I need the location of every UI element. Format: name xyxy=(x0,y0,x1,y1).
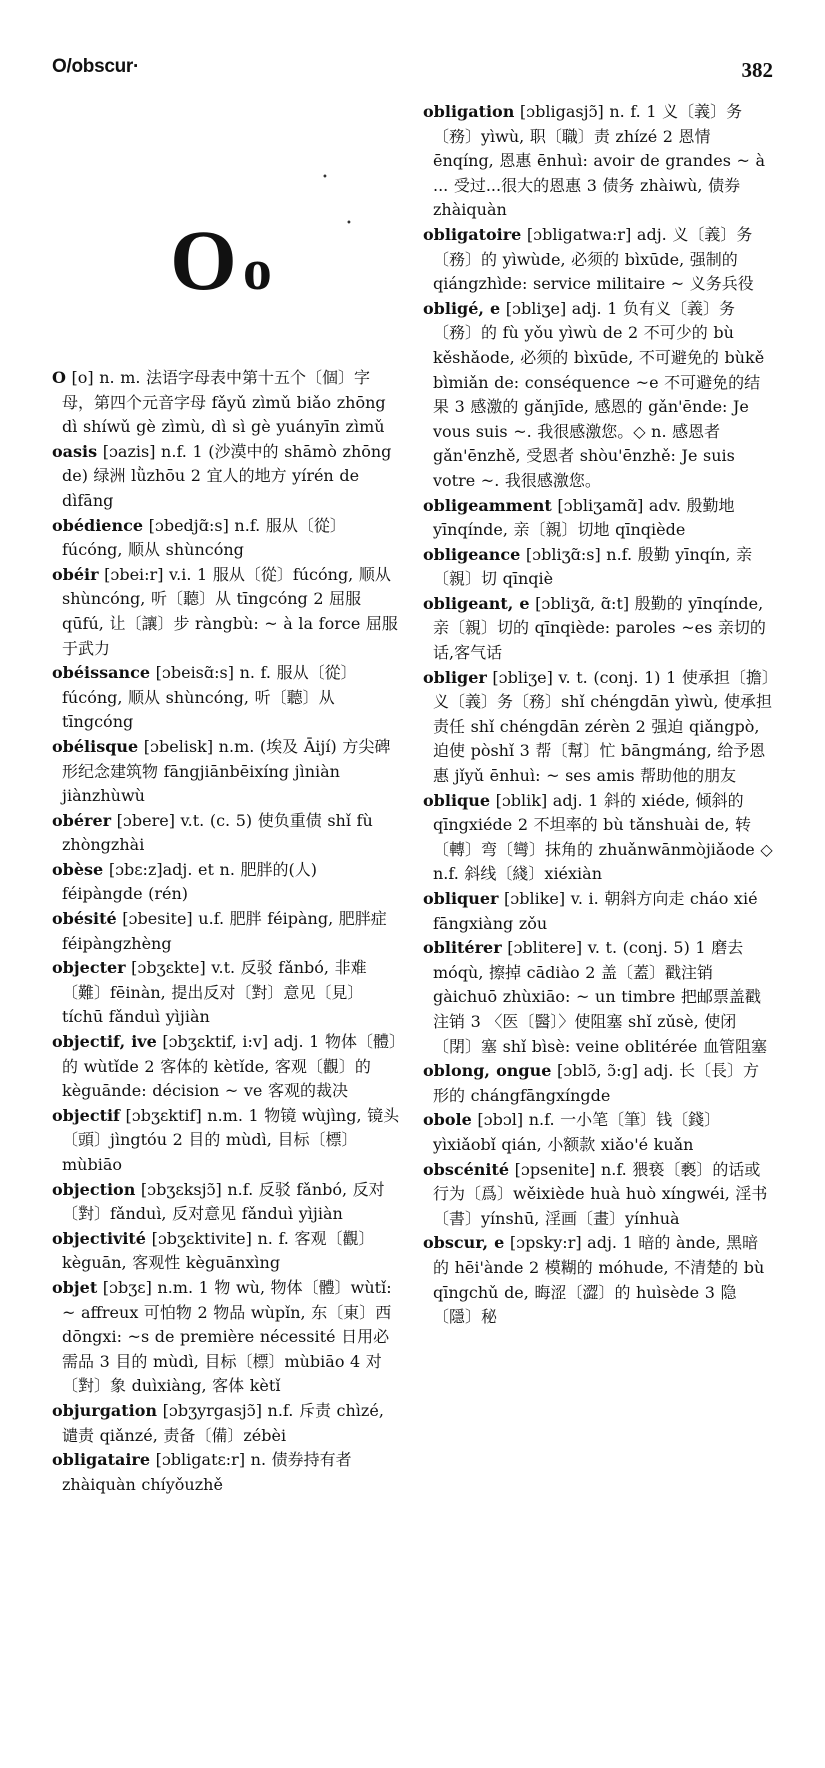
entry-definition: [ɔbelisk] n.m. (埃及 Āijí) 方尖碑形纪念建筑物 fāngjiānbēixíng jìniàn jiànzhùwù xyxy=(62,736,391,806)
entry-definition: [ɔbliʒɑ̃, ɑ̃:t] 殷勤的 yīnqínde, 亲〔親〕切的 qīnqiède: paroles ~es 亲切的话,客气话 xyxy=(433,593,766,663)
dictionary-entry xyxy=(423,789,773,887)
entry-headword: obligatoire xyxy=(423,224,522,244)
entry-definition: [ɔbligatwa:r] adj. 义〔義〕务〔務〕的 yìwùde, 必须的 bìxūde, 强制的 qiángzhìde: service militaire ~ 义务兵役 xyxy=(433,224,754,294)
dictionary-entry xyxy=(52,1448,402,1497)
print-speck: • xyxy=(346,218,352,229)
dictionary-entry xyxy=(52,1227,402,1276)
entry-definition: [ɔbʒɛktivite] n. f. 客观〔觀〕kèguān, 客观性 kèguānxìng xyxy=(62,1228,375,1273)
entry-definition: [ɔblɔ̃, ɔ̃:g] adj. 长〔長〕方形的 chángfāngxíngde xyxy=(433,1061,759,1105)
entry-definition: [ɔbesite] u.f. 肥胖 féipàng, 肥胖症 féipàngzhèng xyxy=(62,909,387,953)
entry-definition: [ɔbɔl] n.f. 一小笔〔筆〕钱〔錢〕yìxiǎobǐ qián, 小额款 xiǎo'é kuǎn xyxy=(433,1110,721,1154)
entry-definition: [ɔbʒyrgasjɔ̃] n.f. 斥责 chìzé, 谴责 qiǎnzé, 责备〔備〕zébèi xyxy=(62,1400,384,1445)
dictionary-entry xyxy=(423,1158,773,1232)
entry-definition: [ɔbɛ:z]adj. et n. 肥胖的(人) féipàngde (rén) xyxy=(62,859,317,904)
dictionary-entry xyxy=(423,592,773,666)
dictionary-entry xyxy=(423,1108,773,1157)
entry-headword: objectif xyxy=(52,1105,120,1125)
entry-headword: objet xyxy=(52,1277,98,1297)
entry-headword: objection xyxy=(52,1179,136,1199)
dictionary-entry xyxy=(52,956,402,1030)
entry-headword: obliger xyxy=(423,667,487,687)
entry-headword: objurgation xyxy=(52,1400,158,1420)
dictionary-entry xyxy=(423,666,773,789)
entry-definition: [ɔbliʒamɑ̃] adv. 殷勤地 yīnqínde, 亲〔親〕切地 qīnqiède xyxy=(433,495,735,540)
entry-headword: obérer xyxy=(52,810,112,830)
section-letter-lower: o xyxy=(242,237,272,302)
entry-headword: obligataire xyxy=(52,1450,151,1470)
entry-definition: [ɔblitere] v. t. (conj. 5) 1 磨去 móqù, 擦掉 cādiào 2 盖〔蓋〕戳注销 gàichuō zhùxiāo: ~ un timbre 把邮票盖戳注销 3 〈医〔醫〕〉使阻塞 shǐ zǔsè, 使闭〔閉〕塞 shǐ bìsè: veine oblitérée 血管阻塞 xyxy=(433,938,767,1056)
entry-headword: obligation xyxy=(423,102,515,121)
dictionary-entry xyxy=(423,543,773,592)
entry-definition: [ɔbʒɛktif] n.m. 1 物镜 wùjìng, 镜头〔頭〕jìngtóu 2 目的 mùdì, 目标〔標〕mùbiāo xyxy=(62,1105,400,1174)
entry-headword: obéir xyxy=(52,564,99,584)
entry-definition: [ɔbʒɛkte] v.t. 反驳 fǎnbó, 非难〔難〕fēinàn, 提出反对〔對〕意见〔見〕tíchū fǎnduì yìjiàn xyxy=(62,958,367,1027)
entry-headword: obésité xyxy=(52,909,117,929)
entry-headword: obélisque xyxy=(52,736,139,756)
entry-definition: [ɔbei:r] v.i. 1 服从〔從〕fúcóng, 顺从 shùncóng, 听〔聽〕从 tīngcóng 2 屈服 qūfú, 让〔讓〕步 ràngbù: ~ à la force 屈服于武力 xyxy=(62,564,398,658)
entry-definition: [ɔblike] v. i. 朝斜方向走 cháo xié fāngxiàng zǒu xyxy=(433,889,758,933)
entry-definition: [ɔbliʒe] adj. 1 负有义〔義〕务〔務〕的 fù yǒu yìwù de 2 不可少的 bù kěshǎode, 必须的 bìxūde, 不可避免的 bùkě bìmiǎn de: conséquence ~e 不可避免的结果 3 感激的 gǎnjīde, 感恩的 gǎn'ēnde: Je vous suis ~. 我很感激您。◇ n. 感恩者 gǎn'ēnzhě, 受恩者 shòu'ēnzhě: Je suis votre ~. 我很感激您。 xyxy=(433,298,765,490)
right-column xyxy=(423,100,773,1330)
entry-definition: [ɔbligasjɔ̃] n. f. 1 义〔義〕务〔務〕yìwù, 职〔職〕责 zhízé 2 恩情 ēnqíng, 恩惠 ēnhuì: avoir de grandes ~ à ... 受过...很大的恩惠 3 债务 zhàiwù, 债券 zhàiquàn xyxy=(433,102,766,220)
dictionary-entry xyxy=(423,223,773,297)
section-letter-upper: O xyxy=(170,212,237,308)
dictionary-entry xyxy=(423,297,773,494)
dictionary-entry xyxy=(52,1030,402,1104)
dictionary-entry xyxy=(52,514,402,563)
entry-headword: obligeamment xyxy=(423,495,552,515)
entry-definition: [ɔbʒɛ] n.m. 1 物 wù, 物体〔體〕wùtǐ: ~ affreux 可怕物 2 物品 wùpǐn, 东〔東〕西 dōngxi: ~s de première nécessité 日用必需品 3 目的 mùdì, 目标〔標〕mùbiāo 4 对〔對〕象 duìxiàng, 客体 kètǐ xyxy=(62,1277,392,1396)
dictionary-entry xyxy=(52,858,402,907)
dictionary-entry xyxy=(423,936,773,1059)
dictionary-entry xyxy=(52,563,402,661)
entry-headword: obscur, e xyxy=(423,1233,505,1253)
entry-headword: objectif, ive xyxy=(52,1032,157,1052)
dictionary-entry xyxy=(52,1104,402,1178)
entry-headword: obligé, e xyxy=(423,298,501,318)
entry-definition: [ɔbliʒe] v. t. (conj. 1) 1 使承担〔擔〕义〔義〕务〔務〕shǐ chéngdān yìwù, 使承担责任 shǐ chéngdān zérèn 2 强迫 qiǎngpò, 迫使 pòshǐ 3 帮〔幫〕忙 bāngmáng, 给予恩惠 jǐyǔ ēnhuì: ~ ses amis 帮助他的朋友 xyxy=(433,667,773,786)
entry-headword: obole xyxy=(423,1110,472,1130)
entry-definition: [ɔblik] adj. 1 斜的 xiéde, 倾斜的 qīngxiéde 2 不坦率的 bù tǎnshuài de, 转〔轉〕弯〔彎〕抹角的 zhuǎnwānmòjiǎode ◇ n.f. 斜线〔綫〕xiéxiàn xyxy=(433,790,773,884)
entry-headword: obèse xyxy=(52,859,104,879)
page-number: 382 xyxy=(741,58,773,82)
entry-definition: [ɔbʒɛksjɔ̃] n.f. 反驳 fǎnbó, 反对〔對〕fǎnduì, 反对意见 fǎnduì yìjiàn xyxy=(62,1179,385,1224)
entry-definition: [ɔbedjɑ̃:s] n.f. 服从〔從〕fúcóng, 顺从 shùncóng xyxy=(62,515,346,560)
dictionary-entry xyxy=(423,887,773,936)
entry-headword: obligeance xyxy=(423,544,521,564)
dictionary-entry xyxy=(52,809,402,858)
entry-headword: oblique xyxy=(423,790,491,810)
running-head: O/obscur· xyxy=(52,56,140,77)
dictionary-entry xyxy=(52,735,402,809)
entry-definition: [ɔbligatɛ:r] n. 债券持有者 zhàiquàn chíyǒuzhě xyxy=(62,1450,352,1494)
entry-definition: [ɔbʒɛktif, i:v] adj. 1 物体〔體〕的 wùtǐde 2 客体的 kètǐde, 客观〔觀〕的 kèguānde: décision ~ ve 客观的裁决 xyxy=(62,1032,397,1101)
entry-headword: obédience xyxy=(52,515,144,535)
entry-definition: [ɔpsenite] n.f. 猥亵〔褻〕的话或行为〔爲〕wěixiède huà huò xíngwéi, 淫书〔書〕yínshū, 淫画〔畫〕yínhuà xyxy=(433,1159,768,1228)
entry-definition: [ɔbere] v.t. (c. 5) 使负重债 shǐ fù zhòngzhài xyxy=(62,810,373,855)
dictionary-entry xyxy=(52,661,402,735)
entry-headword: obéissance xyxy=(52,663,151,683)
entry-definition: [ɔbeisɑ̃:s] n. f. 服从〔從〕fúcóng, 顺从 shùncóng, 听〔聽〕从 tīngcóng xyxy=(62,663,357,732)
dictionary-entry xyxy=(52,1178,402,1227)
dictionary-entry xyxy=(52,1276,402,1399)
entry-headword: obligeant, e xyxy=(423,593,530,613)
entry-headword: O xyxy=(52,368,66,387)
dictionary-entry xyxy=(423,100,773,223)
entry-definition: [ɔpsky:r] adj. 1 暗的 ànde, 黑暗的 hēi'ànde 2 模糊的 móhude, 不清楚的 bù qīngchǔ de, 晦涩〔澀〕的 huìsède 3 隐〔隱〕秘 xyxy=(433,1233,765,1327)
dictionary-entry xyxy=(52,907,402,956)
dictionary-entry xyxy=(423,494,773,543)
entry-headword: oblong, ongue xyxy=(423,1061,552,1081)
section-letter xyxy=(170,210,320,310)
dictionary-entry xyxy=(52,440,402,514)
entry-definition: [ɔbliʒɑ̃:s] n.f. 殷勤 yīnqín, 亲〔親〕切 qīnqiè xyxy=(433,544,753,589)
left-column xyxy=(52,366,402,1497)
entry-headword: obliquer xyxy=(423,889,499,908)
dictionary-entry xyxy=(52,1399,402,1448)
entry-headword: objecter xyxy=(52,958,126,978)
entry-headword: objectivité xyxy=(52,1228,146,1248)
entry-definition: [ɔazis] n.f. 1 (沙漠中的 shāmò zhōng de) 绿洲 lǜzhōu 2 宜人的地方 yírén de dìfāng xyxy=(62,441,392,510)
print-speck: • xyxy=(322,172,328,183)
dictionary-entry xyxy=(423,1231,773,1329)
entry-headword: oasis xyxy=(52,441,98,461)
dictionary-entry xyxy=(423,1059,773,1108)
entry-definition: [o] n. m. 法语字母表中第十五个〔個〕字母，第四个元音字母 fǎyǔ zìmǔ biǎo zhōng dì shíwǔ gè zìmù, dì sì gè yuányīn zìmǔ xyxy=(62,368,386,437)
entry-headword: oblitérer xyxy=(423,938,502,958)
entry-headword: obscénité xyxy=(423,1159,510,1179)
dictionary-entry xyxy=(52,366,402,440)
